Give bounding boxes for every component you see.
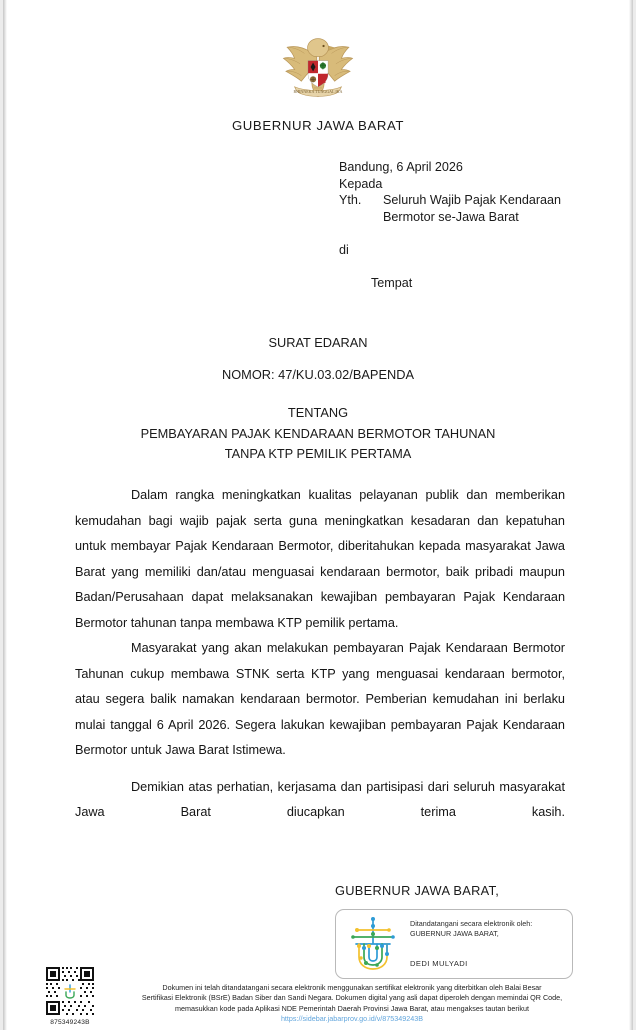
di-label: di <box>339 243 349 257</box>
body-paragraph-1: Dalam rangka meningkatkan kualitas pelayanan publik dan memberikan kemudahan bagi wajib pajak serta guna meningkatkan kesadaran dan kepatuhan untuk membayar Pajak Kendaraan Bermotor, diberitahukan kepada masyarakat Jawa Barat yang memiliki dan/atau menguasai kendaraan bermotor, baik pribadi maupun Badan/Perusahaan dapat melaksanakan kewajiban pembayaran Pajak Kendaraan Bermotor tahunan tanpa membawa KTP pemilik pertama. <box>75 488 565 630</box>
signer-name: DEDI MULYADI <box>410 959 468 968</box>
document-subject-line-2: TANPA KTP PEMILIK PERTAMA <box>224 446 412 461</box>
document-body <box>3 483 633 851</box>
esignature-line-2: GUBERNUR JAWA BARAT, <box>410 929 499 938</box>
esignature-text <box>404 919 564 969</box>
recipient-line-1: Seluruh Wajib Pajak Kendaraan <box>383 193 562 207</box>
address-block <box>3 159 633 291</box>
garuda-pancasila-icon <box>281 30 355 104</box>
recipient-line-2: Bermotor se-Jawa Barat <box>383 209 519 224</box>
qr-code-icon[interactable] <box>44 965 96 1017</box>
verification-url[interactable]: https://sidebar.jabarprov.go.id/v/875349243B <box>280 1013 424 1023</box>
recipient-row <box>339 192 633 225</box>
qr-code-text: 875349243B <box>50 1019 90 1026</box>
signature-title: GUBERNUR JAWA BARAT, <box>335 883 500 898</box>
document-footer <box>3 965 633 1026</box>
qr-column <box>37 965 103 1026</box>
body-paragraph-2: Masyarakat yang akan melakukan pembayaran Pajak Kendaraan Bermotor Tahunan cukup membawa STNK serta KTP yang menguasai kendaraan bermotor, atau segera balik namakan kendaraan bermotor. Pemberian kemudahan ini berlaku mulai tanggal 6 April 2026. Segera lakukan kewajiban pembayaran Pajak Kendaraan Bermotor untuk Jawa Barat Istimewa. <box>75 641 565 757</box>
place-date: Bandung, 6 April 2026 <box>339 160 463 174</box>
body-paragraph-3: Demikian atas perhatian, kerjasama dan partisipasi dari seluruh masyarakat Jawa Barat diucapkan terima kasih. <box>75 779 565 819</box>
org-title: GUBERNUR JAWA BARAT <box>231 118 405 133</box>
document-kind: SURAT EDARAN <box>268 335 368 350</box>
document-title-block <box>3 333 633 463</box>
yth-label: Yth. <box>339 193 362 207</box>
tentang-label: TENTANG <box>287 405 349 420</box>
document-subject-line-1: PEMBAYARAN PAJAK KENDARAAN BERMOTOR TAHUNAN <box>140 426 496 441</box>
recipient-name <box>383 192 633 225</box>
footer-line-1: Dokumen ini telah ditandatangani secara elektronik menggunakan sertifikat elektronik yang diterbitkan oleh Balai Besar <box>162 983 542 993</box>
esignature-line-1: Ditandatangani secara elektronik oleh: <box>410 919 533 928</box>
kepada-label: Kepada <box>339 176 383 191</box>
emblem-container <box>3 0 633 133</box>
document-number: NOMOR: 47/KU.03.02/BAPENDA <box>221 367 415 382</box>
tempat-label: Tempat <box>371 275 413 290</box>
footer-line-3: memasukkan kode pada Aplikasi NDE Pemerintah Daerah Provinsi Jawa Barat, atau mengakses tautan berikut <box>175 1003 529 1013</box>
footer-text <box>103 983 619 1026</box>
svg-text:BHINNEKA TUNGGAL IKA: BHINNEKA TUNGGAL IKA <box>293 88 343 94</box>
footer-line-2: Sertifikasi Elektronik (BSrE) Badan Siber dan Sandi Negara. Dokumen digital yang asli dapat diperoleh dengan memindai QR Code, <box>141 993 563 1003</box>
